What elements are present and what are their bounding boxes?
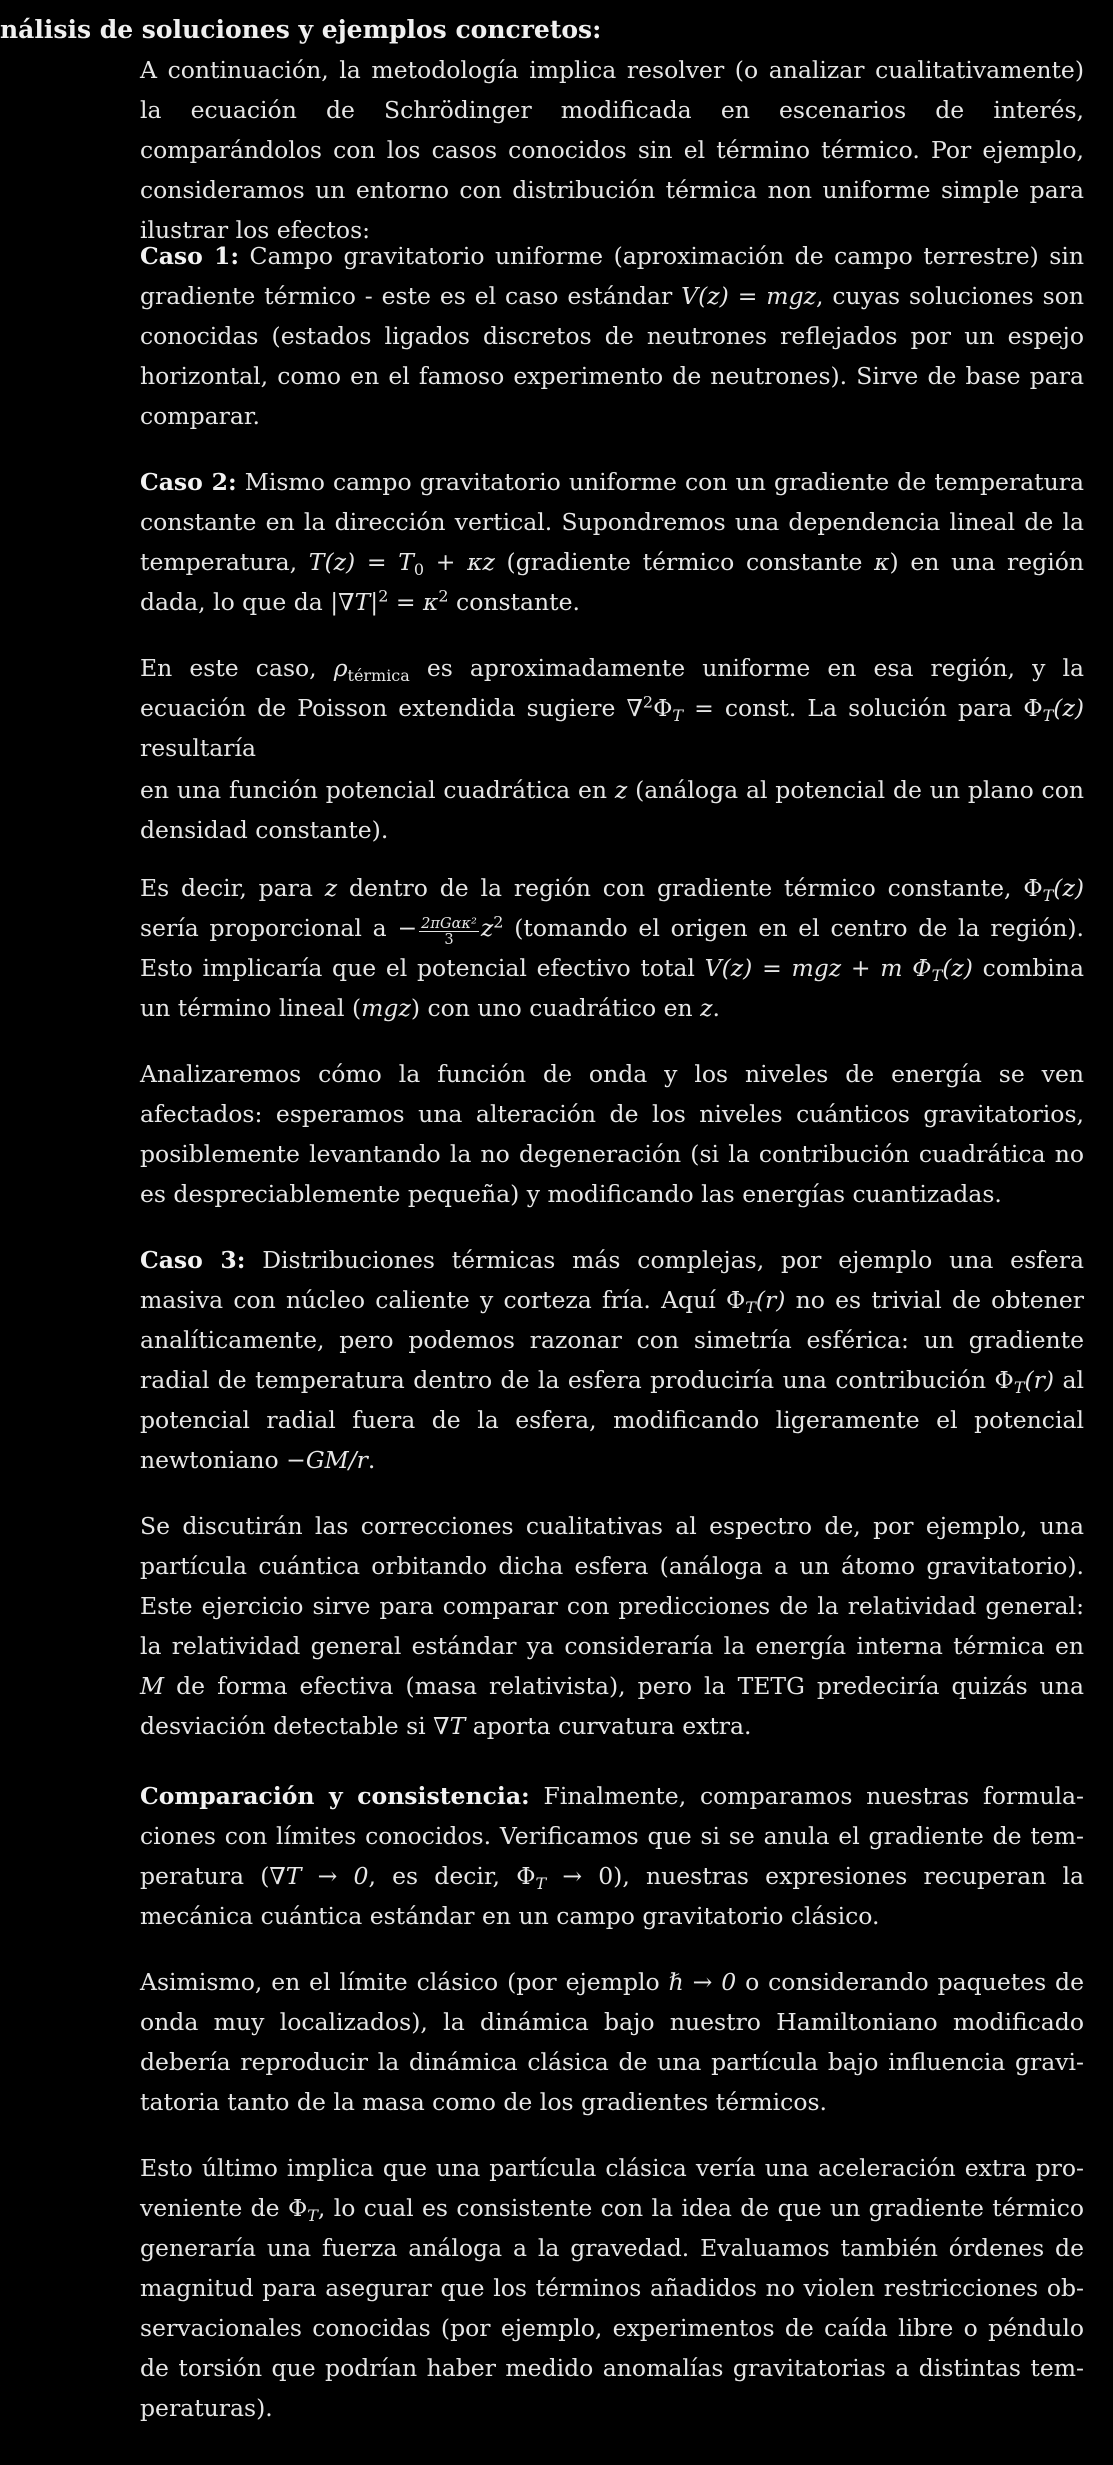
quadratic-potential-paragraph: en una función potencial cuadrática en z (análoga al potencial de un plano con densidad constante). xyxy=(140,776,1084,844)
energy-levels-paragraph: Analizaremos cómo la función de onda y los niveles de energía se ven afectados: esperamos una alteración de los niveles cuánticos gravitatorios, posiblemente levantando la no degeneración (si la contribución cuadrática no es despreciablemente pequeña) y modificando las energías cuantizadas. xyxy=(140,1060,1084,1208)
poisson-paragraph: En este caso, $\rho_{térmica}$ es aproximadamente uniforme en esa región, y la ecuación de Poisson extendida sugiere $\nabla^2\Phi_T$ = const. La solución para $\Phi_T(z)$ resultaría xyxy=(140,654,1084,762)
proportionality-paragraph: Es decir, para z dentro de la región con gradiente térmico constante, $\Phi_T(z)$ sería proporcional a − $\frac{\text{2πGακ²}}{3}$ $z^2$ (tomando el origen en el centro de la región). Esto implicaría que el potencial efectivo total V(z) = mgz + m $\Phi_T(z)$ combina un término lineal (mgz) con uno cuadrático en z. xyxy=(140,874,1084,1022)
comparison-paragraph: Comparación y consistencia: Finalmente, comparamos nuestras formulaciones con límites conocidos. Verificamos que si se anula el gradiente de temperatura (∇T → 0, es decir, $\Phi_T \to 0$), nuestras expresiones recuperan la mecánica cuántica estándar en un campo gravitatorio clásico. xyxy=(140,1782,1084,1930)
spectrum-paragraph: Se discutirán las correcciones cualitativas al espectro de, por ejemplo, una partícula cuántica orbitando dicha esfera (análoga a un átomo gravitatorio). Este ejercicio sirve para comparar con predicciones de la relatividad general: la relatividad general estándar ya consideraría la energía interna térmica en M de forma efectiva (masa relativista), pero la TETG predeciría quizás una desviación detectable si ∇T aporta curvatura extra. xyxy=(140,1512,1084,1740)
case-2-label: Caso 2: xyxy=(140,468,237,496)
case-3-paragraph: Caso 3: Distribuciones térmicas más complejas, por ejemplo una esfera masiva con núcleo caliente y corteza fría. Aquí $\Phi_T(r)$ no es trivial de obtener analíticamente, pero podemos razonar con simetría esférica: un gradiente radial de temperatura dentro de la esfera produciría una contribución $\Phi_T(r)$ al potencial radial fuera de la esfera, modificando ligeramente el potencial newtoniano −GM/r. xyxy=(140,1246,1085,1474)
fraction: $\frac{\text{2πGακ²}}{3}$ xyxy=(421,914,477,948)
comparison-label: Comparación y consistencia: xyxy=(140,1782,530,1810)
section-heading: nálisis de soluciones y ejemplos concretos: xyxy=(0,15,602,44)
intro-paragraph: A continuación, la metodología implica resolver (o analizar cualitativamente) la ecuación de Schrödinger modificada en escenarios de interés, comparándolos con los casos conocidos sin el término térmico. Por ejemplo, consideramos un entorno con distribución térmica non uniforme simple para ilustrar los efectos: xyxy=(140,56,1084,244)
extra-acceleration-paragraph: Esto último implica que una partícula clásica vería una aceleración extra proveniente de $\Phi_T$, lo cual es consistente con la idea de que un gradiente térmico generaría una fuerza análoga a la gravedad. Evaluamos también órdenes de magnitud para asegurar que los términos añadidos no violen restricciones observacionales conocidas (por ejemplo, experimentos de caída libre o péndulo de torsión que podrían haber medido anomalías gravitatorias a distintas temperaturas). xyxy=(140,2154,1084,2422)
case-2-paragraph: Caso 2: Mismo campo gravitatorio uniforme con un gradiente de temperatura constante en la dirección vertical. Supondremos una dependencia lineal de la temperatura, $T(z) = T_0 + \kappa z$ (gradiente térmico constante κ) en una región dada, lo que da $|\nabla T|^2 = \kappa^2$ constante. xyxy=(140,468,1085,616)
case-1-label: Caso 1: xyxy=(140,242,240,270)
classical-limit-paragraph: Asimismo, en el límite clásico (por ejemplo ℏ → 0 o considerando paquetes de onda muy localizados), la dinámica bajo nuestro Hamiltoniano modificado debería reproducir la dinámica clásica de una partícula bajo influencia gravitatoria tanto de la masa como de los gradientes térmicos. xyxy=(140,1968,1084,2116)
case-1-paragraph: Caso 1: Campo gravitatorio uniforme (aproximación de campo terrestre) sin gradiente térmico - este es el caso estándar V(z) = mgz, cuyas soluciones son conocidas (estados ligados discretos de neutrones reflejados por un espejo horizontal, como en el famoso experimento de neutrones). Sirve de base para comparar. xyxy=(140,242,1084,430)
case-3-label: Caso 3: xyxy=(140,1246,246,1274)
